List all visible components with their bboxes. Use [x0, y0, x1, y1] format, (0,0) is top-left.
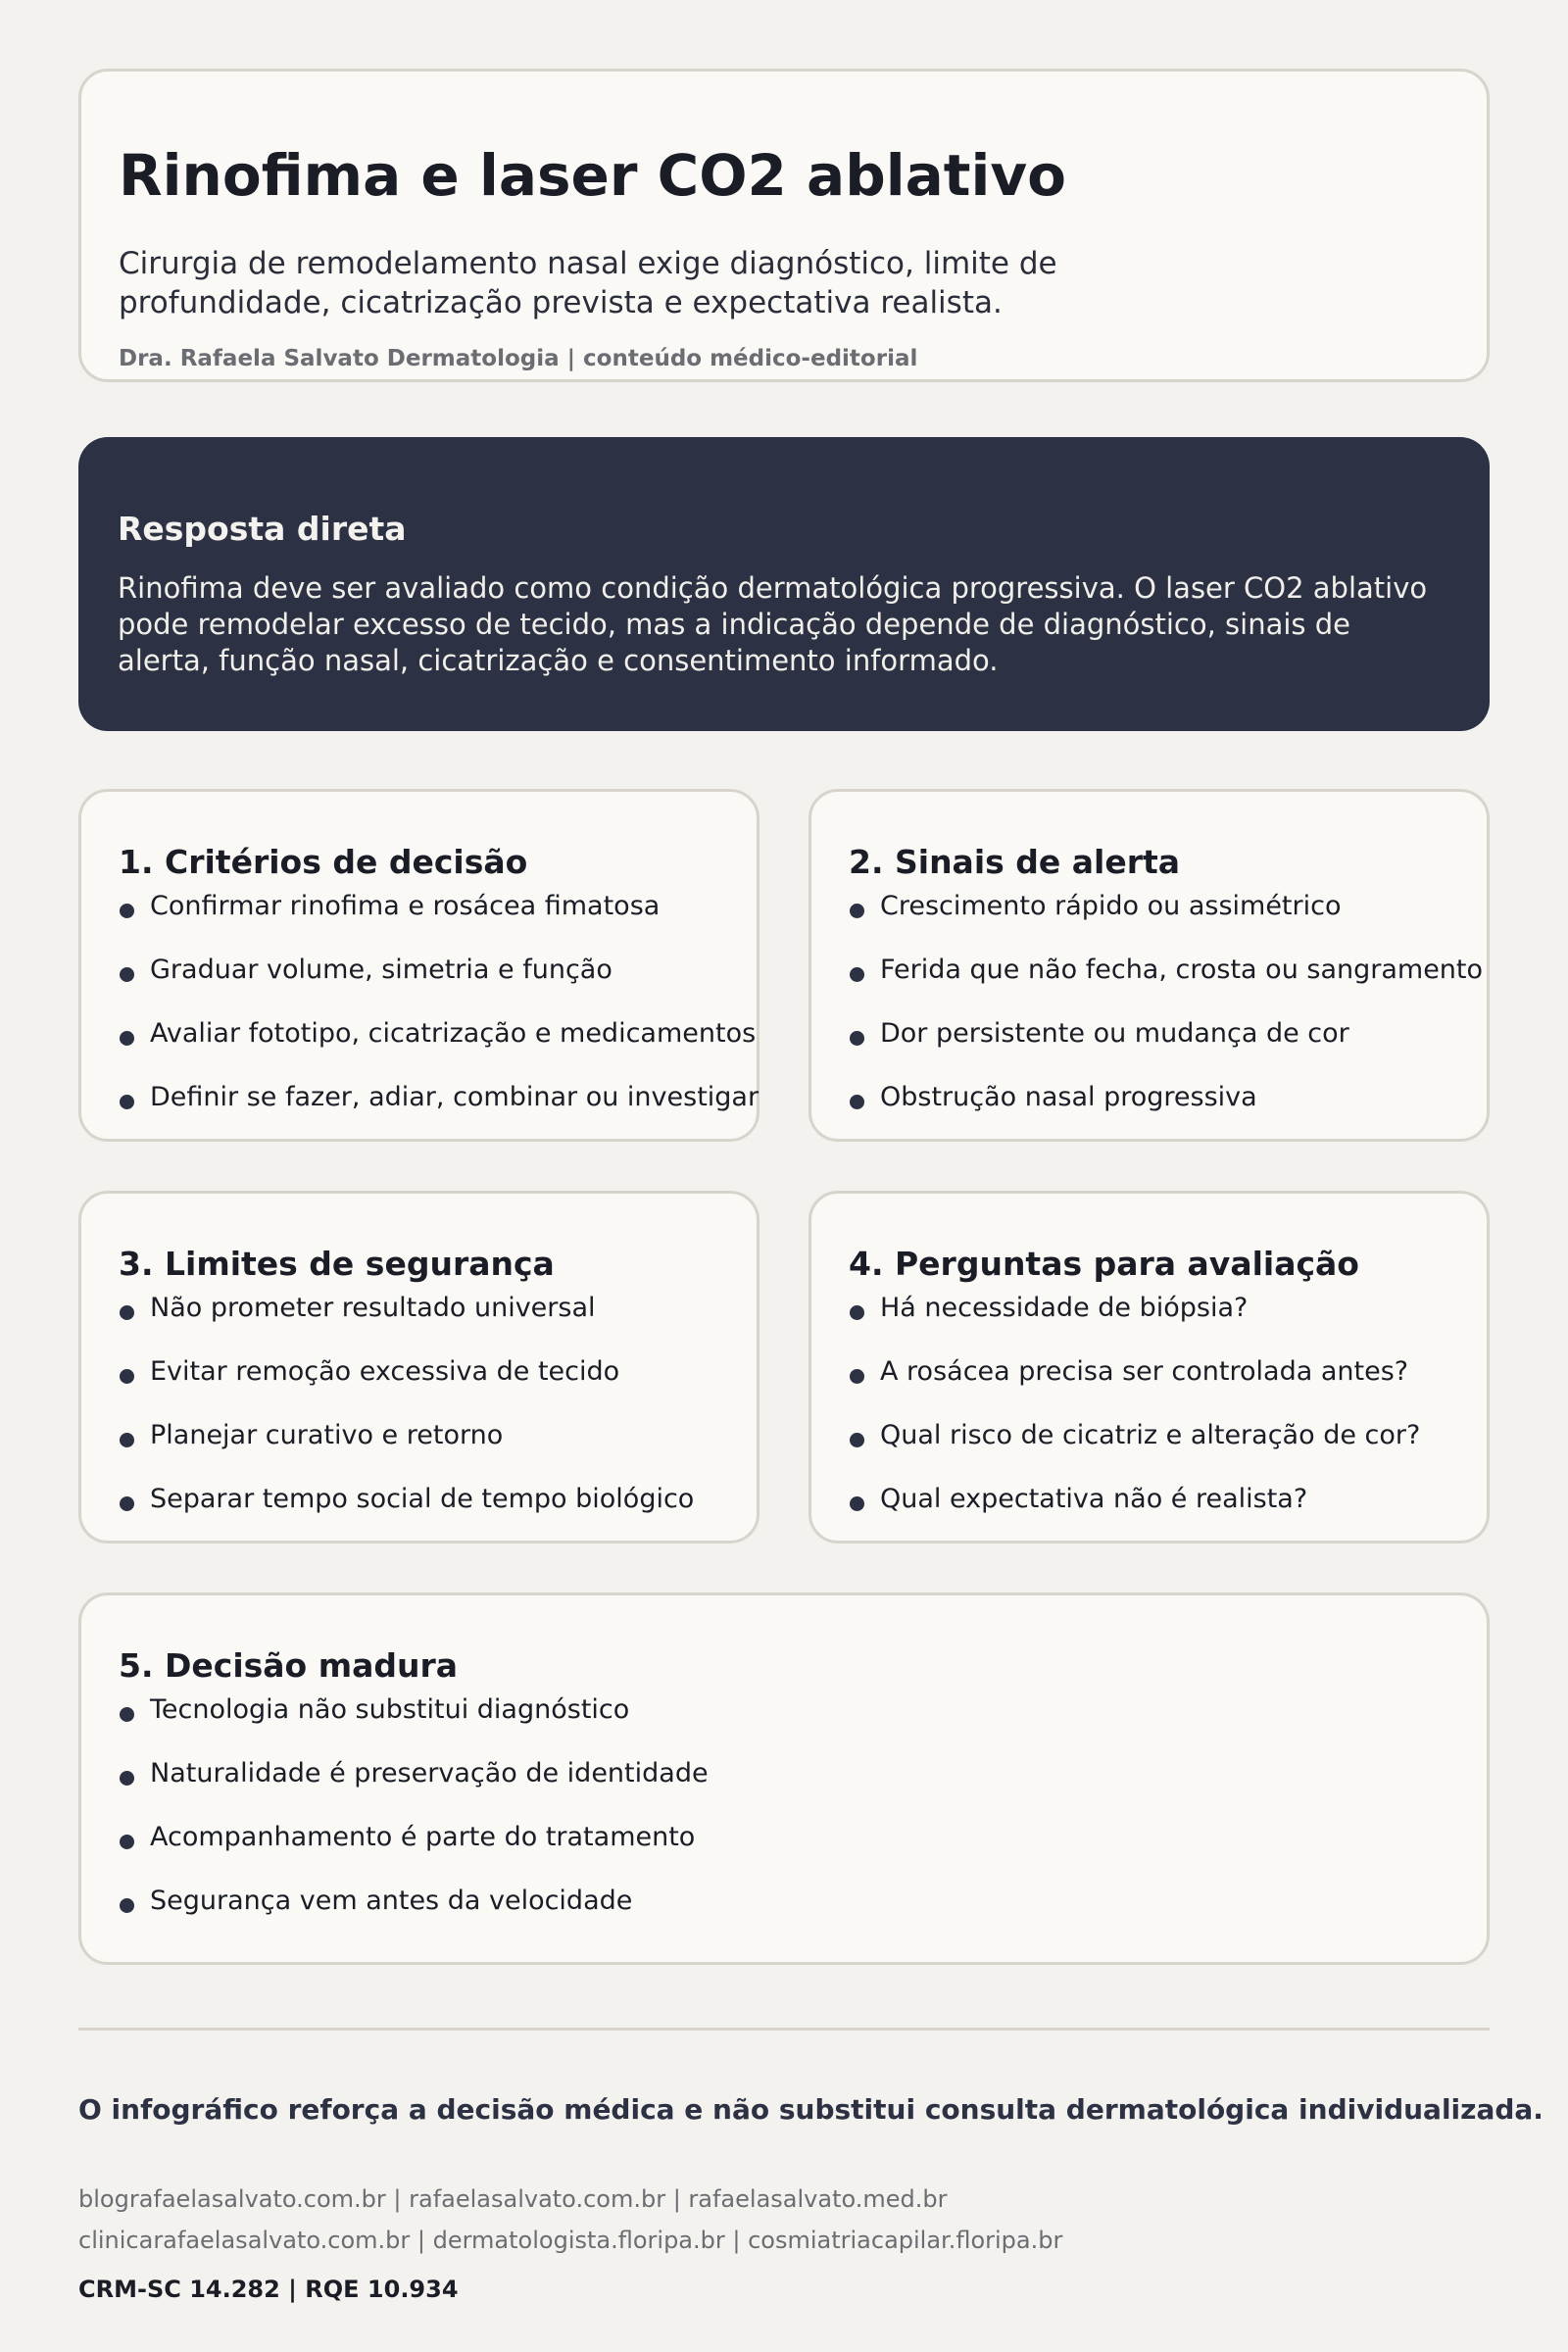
- list-item: [849, 1483, 1420, 1546]
- list-item: [119, 1757, 709, 1821]
- bullet-icon: [120, 1305, 134, 1320]
- byline: Dra. Rafaela Salvato Dermatologia | conteúdo médico-editorial: [119, 346, 918, 371]
- list-item: [119, 1483, 694, 1546]
- footer-divider: [78, 2028, 1490, 2031]
- list-item: [849, 1355, 1420, 1419]
- bullet-icon: [120, 1707, 134, 1722]
- list-item: [849, 1081, 1483, 1145]
- list-item-text: Evitar remoção excessiva de tecido: [150, 1356, 620, 1387]
- list-item-text: Não prometer resultado universal: [150, 1293, 596, 1323]
- list-item: [849, 1017, 1483, 1081]
- page-subtitle: Cirurgia de remodelamento nasal exige diagnóstico, limite de profundidade, cicatrização prevista e expectativa realista.: [119, 246, 1057, 320]
- section-title: 1. Critérios de decisão: [119, 843, 528, 881]
- bullet-icon: [850, 904, 864, 918]
- list-item-text: Confirmar rinofima e rosácea fimatosa: [150, 891, 661, 921]
- bullet-icon: [850, 1305, 864, 1320]
- section-title: 2. Sinais de alerta: [849, 843, 1181, 881]
- medical-registration: CRM-SC 14.282 | RQE 10.934: [78, 2276, 459, 2303]
- bullet-icon: [120, 1369, 134, 1384]
- section-title: 5. Decisão madura: [119, 1646, 459, 1685]
- list-item-text: Tecnologia não substitui diagnóstico: [150, 1694, 630, 1725]
- section-title: 3. Limites de segurança: [119, 1245, 555, 1283]
- page-title: Rinofima e laser CO2 ablativo: [119, 142, 1066, 209]
- list-item: [119, 890, 759, 954]
- bullet-list: [119, 1693, 709, 1948]
- bullet-icon: [120, 1898, 134, 1913]
- list-item-text: Definir se fazer, adiar, combinar ou investigar: [150, 1082, 760, 1112]
- bullet-icon: [120, 967, 134, 982]
- section-decision-criteria: [78, 789, 760, 1142]
- section-title: 4. Perguntas para avaliação: [849, 1245, 1359, 1283]
- section-evaluation-questions: [808, 1191, 1490, 1544]
- bullet-icon: [120, 1835, 134, 1849]
- bullet-icon: [850, 1433, 864, 1447]
- bullet-icon: [120, 1496, 134, 1511]
- bullet-list: [849, 1292, 1420, 1546]
- list-item-text: Dor persistente ou mudança de cor: [880, 1018, 1349, 1049]
- bullet-icon: [850, 1031, 864, 1046]
- section-safety-limits: [78, 1191, 760, 1544]
- list-item-text: A rosácea precisa ser controlada antes?: [880, 1356, 1409, 1387]
- direct-answer-heading: Resposta direta: [118, 510, 407, 548]
- list-item: [119, 1355, 694, 1419]
- bullet-icon: [850, 1095, 864, 1109]
- list-item: [849, 1292, 1420, 1355]
- bullet-icon: [120, 1433, 134, 1447]
- list-item: [119, 1885, 709, 1948]
- bullet-icon: [120, 904, 134, 918]
- list-item-text: Qual expectativa não é realista?: [880, 1484, 1308, 1514]
- list-item: [119, 1081, 759, 1145]
- website-list-line-1: blografaelasalvato.com.br | rafaelasalvato.com.br | rafaelasalvato.med.br: [78, 2185, 948, 2213]
- list-item: [119, 954, 759, 1017]
- list-item: [849, 954, 1483, 1017]
- list-item-text: Crescimento rápido ou assimétrico: [880, 891, 1342, 921]
- list-item-text: Planejar curativo e retorno: [150, 1420, 504, 1450]
- bullet-icon: [120, 1771, 134, 1786]
- bullet-icon: [850, 967, 864, 982]
- list-item: [119, 1017, 759, 1081]
- section-mature-decision: [78, 1592, 1490, 1965]
- bullet-icon: [850, 1496, 864, 1511]
- list-item: [849, 890, 1483, 954]
- list-item: [119, 1292, 694, 1355]
- list-item-text: Graduar volume, simetria e função: [150, 955, 612, 985]
- list-item: [119, 1693, 709, 1757]
- list-item-text: Naturalidade é preservação de identidade: [150, 1758, 709, 1788]
- website-list-line-2: clinicarafaelasalvato.com.br | dermatologista.floripa.br | cosmiatriacapilar.floripa.br: [78, 2227, 1063, 2254]
- bullet-list: [119, 1292, 694, 1546]
- list-item-text: Avaliar fototipo, cicatrização e medicamentos: [150, 1018, 757, 1049]
- list-item-text: Segurança vem antes da velocidade: [150, 1886, 633, 1916]
- list-item-text: Há necessidade de biópsia?: [880, 1293, 1249, 1323]
- list-item-text: Separar tempo social de tempo biológico: [150, 1484, 695, 1514]
- bullet-icon: [850, 1369, 864, 1384]
- bullet-icon: [120, 1031, 134, 1046]
- list-item-text: Obstrução nasal progressiva: [880, 1082, 1257, 1112]
- list-item: [119, 1419, 694, 1483]
- list-item-text: Acompanhamento é parte do tratamento: [150, 1822, 696, 1852]
- list-item-text: Ferida que não fecha, crosta ou sangramento: [880, 955, 1484, 985]
- direct-answer-panel: [78, 437, 1490, 731]
- bullet-list: [119, 890, 759, 1145]
- direct-answer-text: Rinofima deve ser avaliado como condição dermatológica progressiva. O laser CO2 ablativo pode remodelar excesso de tecido, mas a indicação depende de diagnóstico, sinais de alerta, função nasal, cicatrização e consentimento informado.: [118, 571, 1428, 677]
- list-item: [119, 1821, 709, 1885]
- bullet-icon: [120, 1095, 134, 1109]
- list-item: [849, 1419, 1420, 1483]
- disclaimer: O infográfico reforça a decisão médica e não substitui consulta dermatológica individualizada.: [78, 2093, 1544, 2126]
- bullet-list: [849, 890, 1483, 1145]
- header-card: [78, 69, 1490, 382]
- section-warning-signs: [808, 789, 1490, 1142]
- list-item-text: Qual risco de cicatriz e alteração de cor?: [880, 1420, 1421, 1450]
